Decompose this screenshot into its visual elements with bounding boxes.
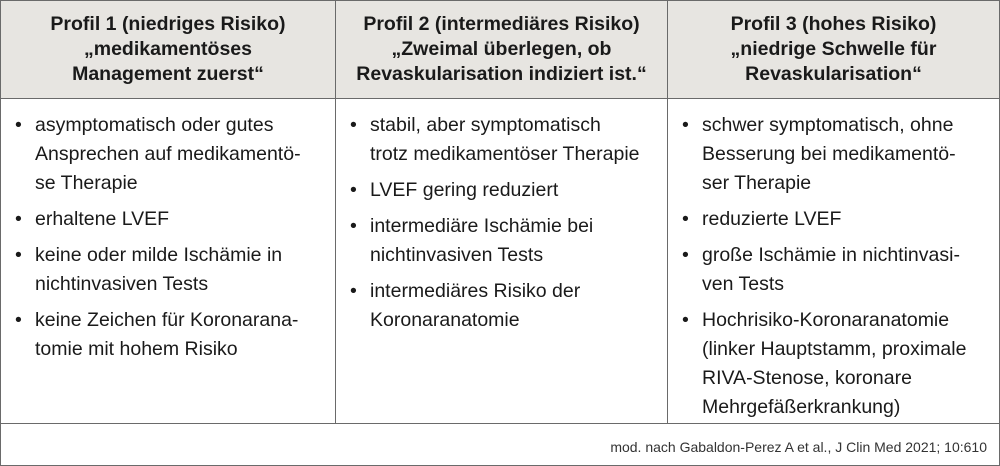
header-line: Profil 3 (hohes Risiko) [730,13,937,35]
list-item [13,241,325,299]
list-item-line: • intermediäre Ischämie bei [370,215,594,237]
list-item [348,111,657,169]
list-item [13,306,325,364]
header-line: Revaskularisation“ [745,63,922,85]
column-body-profile-1 [1,99,335,424]
list-item-line: • LVEF gering reduziert [370,179,559,201]
list-item [680,306,989,422]
header-line: „medikamentöses [84,38,252,60]
list-item-line: RIVA-Stenose, koronare [702,367,912,389]
list-item-line: tomie mit hohem Risiko [35,338,238,360]
list-item [680,111,989,198]
header-line: Management zuerst“ [72,63,264,85]
criteria-list [680,111,989,422]
list-item-line: • große Ischämie in nichtinvasi- [702,244,960,266]
column-body-profile-2 [335,99,667,424]
header-line: Profil 2 (intermediäres Risiko) [363,13,640,35]
list-item [13,111,325,198]
column-header-profile-2 [335,1,667,99]
list-item-line: • erhaltene LVEF [35,208,170,230]
list-item-line: Mehrgefäßerkrankung) [702,396,901,418]
list-item-line: Koronaranatomie [370,309,520,331]
column-body-profile-3 [667,99,999,424]
criteria-list [348,111,657,335]
column-header-profile-1 [1,1,335,99]
header-line: „niedrige Schwelle für [730,38,937,60]
header-line: Profil 1 (niedriges Risiko) [50,13,286,35]
list-item-line: Ansprechen auf medikamentö- [35,143,301,165]
list-item-line: • stabil, aber symptomatisch [370,114,601,136]
list-item-line: nichtinvasiven Tests [35,273,209,295]
source-citation: mod. nach Gabaldon-Perez A et al., J Clin Med 2021; 10:610 [610,439,987,455]
list-item [348,176,657,205]
list-item-line: • asymptomatisch oder gutes [35,114,274,136]
header-line: „Zweimal überlegen, ob [391,38,612,60]
list-item-line: nichtinvasiven Tests [370,244,544,266]
list-item [348,277,657,335]
list-item-line: • intermediäres Risiko der [370,280,581,302]
list-item [680,205,989,234]
list-item [680,241,989,299]
criteria-list [13,111,325,364]
list-item-line: se Therapie [35,172,138,194]
header-line: Revaskularisation indiziert ist.“ [356,63,647,85]
list-item-line: • keine oder milde Ischämie in [35,244,283,266]
column-header-profile-3 [667,1,999,99]
table-grid [1,1,999,424]
list-item-line: • reduzierte LVEF [702,208,842,230]
list-item-line: Besserung bei medikamentö- [702,143,956,165]
list-item-line: trotz medikamentöser Therapie [370,143,640,165]
list-item [13,205,325,234]
list-item-line: • keine Zeichen für Koronarana- [35,309,299,331]
list-item-line: ven Tests [702,273,785,295]
list-item-line: (linker Hauptstamm, proximale [702,338,967,360]
list-item-line: • schwer symptomatisch, ohne [702,114,954,136]
list-item [348,212,657,270]
list-item-line: ser Therapie [702,172,812,194]
list-item-line: • Hochrisiko-Koronaranatomie [702,309,950,331]
